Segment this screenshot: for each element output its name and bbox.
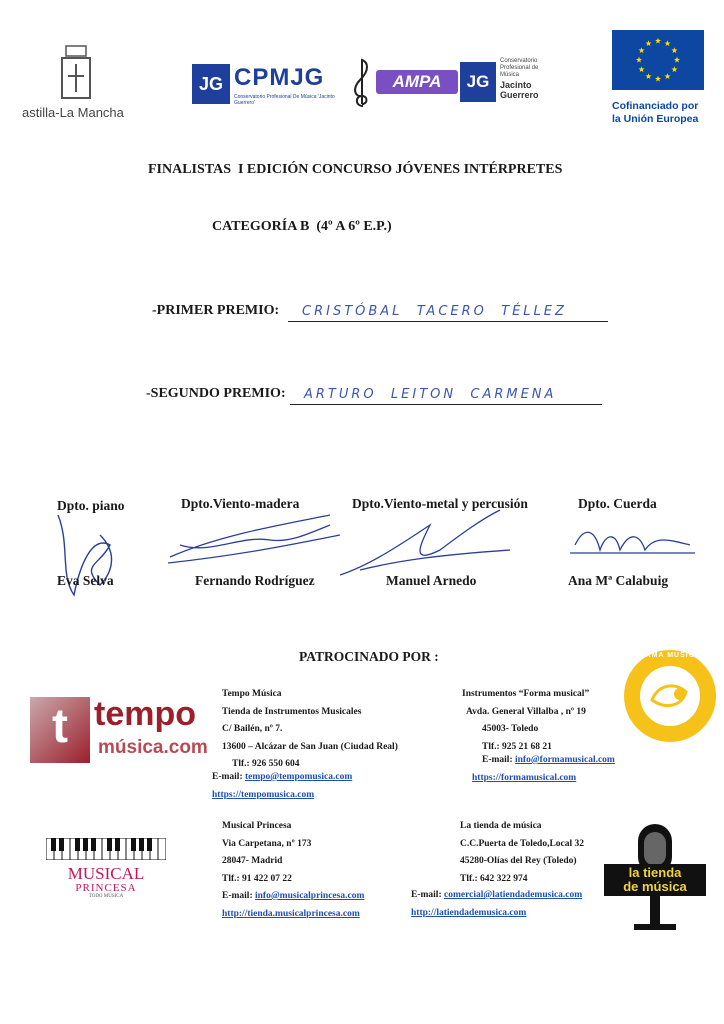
princesa-email-link[interactable]: info@musicalprincesa.com: [254, 891, 365, 901]
sponsor-tempo-contact: E-mail: tempo@tempomusica.com https://tempomusica.com: [212, 769, 352, 804]
tempo-email-link[interactable]: tempo@tempomusica.com: [244, 772, 353, 782]
cpmjg-name: CPMJG: [234, 64, 325, 91]
forma-web-link[interactable]: https://formamusical.com: [472, 772, 577, 783]
second-prize-label: -SEGUNDO PREMIO:: [146, 386, 286, 401]
treble-clef-icon: [350, 56, 374, 110]
sponsor-forma-info: Instrumentos “Forma musical” Avda. General Villalba , nº 19 45003- Toledo Tlf.: 925 21 68 21: [462, 689, 590, 752]
cpmjg-subtitle: Conservatorio Profesional De Música 'Jacinto Guerrero': [234, 94, 335, 106]
dept-viento-metal-label: Dpto.Viento-metal y percusión: [352, 496, 528, 511]
first-prize-line: [288, 302, 608, 322]
eu-text: Cofinanciado por la Unión Europea: [612, 100, 699, 125]
tienda-logo: [600, 822, 710, 932]
ampa-small-text: Conservatorio Profesional de Música: [500, 58, 539, 78]
eu-flag-icon: [612, 30, 704, 90]
castle-icon: [22, 40, 132, 100]
tempo-web-link[interactable]: https://tempomusica.com: [212, 789, 315, 800]
sponsor-tienda-contact: E-mail: comercial@latiendademusica.com http://latiendademusica.com: [411, 887, 582, 922]
tempo-logo-sub: música.com: [98, 737, 208, 758]
eu-logo: [612, 30, 712, 124]
dept-viento-madera-label: Dpto.Viento-madera: [181, 496, 300, 511]
piano-black-key: [139, 838, 144, 851]
ampa-initials: JG: [460, 62, 496, 102]
second-prize-line: [290, 385, 602, 405]
ampa-text: AMPA: [376, 70, 458, 94]
piano-black-key: [83, 838, 88, 851]
second-prize-winner: ARTURO LEITON CARMENA: [304, 387, 557, 402]
princesa-logo-sub: PRINCESA: [75, 882, 137, 894]
sponsor-tempo-info: Tempo Música Tienda de Instrumentos Musicales C/ Bailén, nº 7. 13600 – Alcázar de San Juan (Ciudad Real) Tlf.: 926 550 604: [222, 689, 398, 769]
person-cuerda: Ana Mª Calabuig: [568, 573, 669, 588]
piano-black-key: [115, 838, 120, 851]
princesa-web-link[interactable]: http://tienda.musicalprincesa.com: [222, 908, 360, 919]
piano-black-key: [91, 838, 96, 851]
tempo-logo: [30, 697, 210, 767]
forma-email-link[interactable]: info@formamusical.com: [514, 755, 615, 765]
piano-black-key: [107, 838, 112, 851]
signature-viento-madera: [168, 515, 340, 563]
sponsor-forma-contact: E-mail: info@formamusical.com https://formamusical.com: [472, 752, 615, 787]
dept-cuerda-label: Dpto. Cuerda: [578, 496, 657, 511]
piano-black-key: [131, 838, 136, 851]
page-title: FINALISTAS I EDICIÓN CONCURSO JÓVENES INTÉRPRETES: [148, 162, 563, 177]
tienda-email-link[interactable]: comercial@latiendademusica.com: [443, 890, 583, 900]
category-title: CATEGORÍA B (4º A 6º E.P.): [212, 219, 392, 234]
piano-black-key: [147, 838, 152, 851]
ampa-name: Jacinto Guerrero: [500, 80, 539, 100]
person-piano: Eva Selva: [57, 573, 114, 588]
signatures: [40, 505, 700, 615]
piano-keys-icon: [46, 838, 166, 860]
princesa-logo-word: MUSICAL: [67, 864, 145, 883]
first-prize-label: -PRIMER PREMIO:: [152, 303, 280, 318]
cpmjg-initials: JG: [192, 64, 230, 104]
signature-cuerda: [570, 532, 695, 553]
princesa-logo: [46, 838, 176, 902]
sponsor-tienda-info: La tienda de música C.C.Puerta de Toledo,Local 32 45280-Olías del Rey (Toledo) Tlf.: 642 322 974: [460, 821, 585, 884]
tienda-logo-text: la tienda de música: [604, 864, 706, 896]
dept-piano-label: Dpto. piano: [57, 498, 125, 513]
region-logo-text: astilla-La Mancha: [22, 105, 124, 120]
sponsor-princesa-info: Musical Princesa Via Carpetana, nº 173 28047- Madrid Tlf.: 91 422 07 22 E-mail: info@musicalprincesa.com http://tienda.musicalprincesa.com: [222, 818, 364, 923]
cpmjg-logo: [192, 64, 342, 108]
tempo-logo-mark: t: [30, 697, 90, 763]
princesa-logo-tag: TODO MÚSICA: [88, 894, 124, 899]
piano-white-key: [158, 838, 166, 860]
sponsored-by-title: PATROCINADO POR :: [299, 649, 439, 664]
forma-logo: [622, 648, 718, 744]
person-viento-madera: Fernando Rodríguez: [195, 573, 315, 588]
ampa-logo: [350, 56, 555, 110]
first-prize-winner: CRISTÓBAL TACERO TÉLLEZ: [302, 304, 567, 319]
piano-black-key: [75, 838, 80, 851]
person-viento-metal: Manuel Arnedo: [386, 573, 477, 588]
tienda-web-link[interactable]: http://latiendademusica.com: [411, 907, 527, 918]
forma-logo-text: FORMA MUSICAL: [633, 652, 707, 659]
region-logo: [22, 40, 132, 120]
piano-black-key: [59, 838, 64, 851]
signature-viento-metal: [340, 510, 510, 575]
forma-musical-badge-icon: [622, 648, 718, 744]
tempo-logo-word: tempo: [94, 695, 196, 733]
piano-black-key: [51, 838, 56, 851]
